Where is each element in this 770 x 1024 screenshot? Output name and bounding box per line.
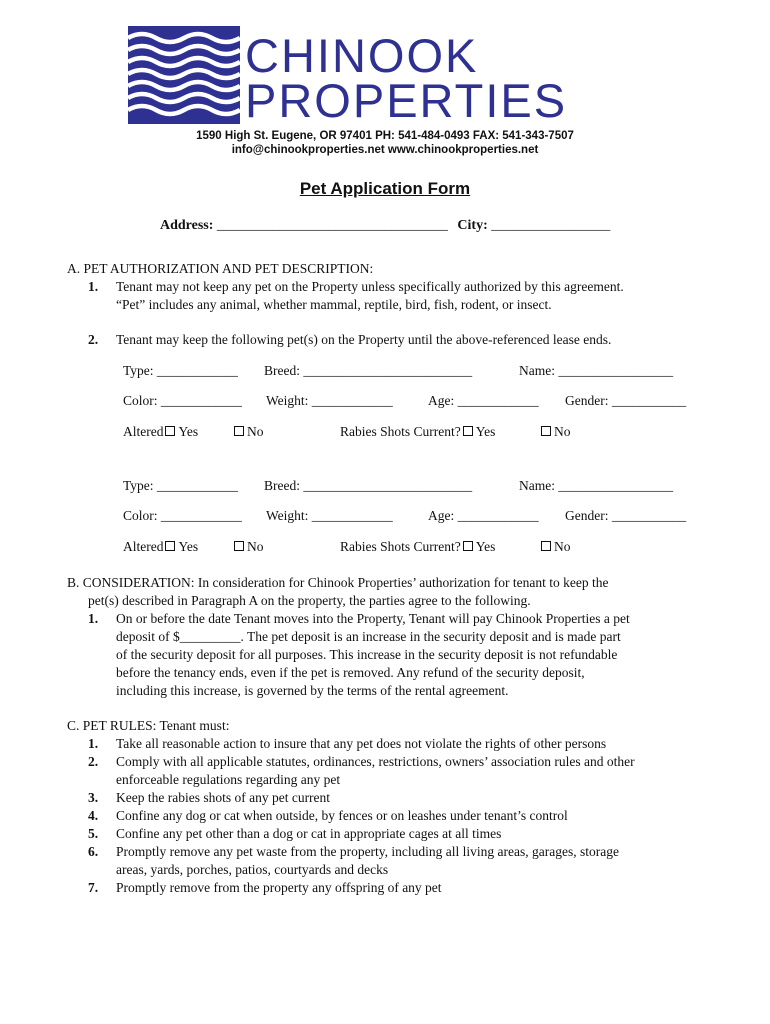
brand-name-line2: PROPERTIES [245, 74, 568, 127]
no-label: No [554, 424, 571, 439]
waves-logo-icon [128, 26, 240, 124]
pet1-altered-yes-checkbox[interactable] [165, 426, 175, 436]
pet1-altered-no-checkbox[interactable] [234, 426, 244, 436]
pet1-color-field[interactable]: Color: ____________ [123, 393, 242, 408]
pet1-altered-group [123, 423, 198, 441]
section-a-heading: A. PET AUTHORIZATION AND PET DESCRIPTION: [67, 261, 374, 276]
pet2-rabies-no-checkbox[interactable] [541, 541, 551, 551]
section-a-item2-number: 2. [88, 332, 99, 347]
rule-text: Confine any dog or cat when outside, by fences or on leashes under tenant’s control [116, 808, 568, 823]
address-field[interactable]: _________________________________ [216, 218, 448, 233]
pet2-rabies-no-group [539, 538, 571, 556]
pet2-name-field[interactable]: Name: _________________ [519, 478, 674, 493]
pet2-breed-field[interactable]: Breed: _________________________ [264, 478, 473, 493]
rule-text: Comply with all applicable statutes, ordinances, restrictions, owners’ association rules and other [116, 754, 635, 769]
pet1-breed-field[interactable]: Breed: _________________________ [264, 363, 473, 378]
yes-label: Yes [178, 424, 199, 439]
pet2-altered-group [123, 538, 198, 556]
address-label: Address: [160, 218, 214, 233]
rabies-label: Rabies Shots Current? [340, 539, 461, 554]
altered-label: Altered [123, 539, 164, 554]
section-b-item1-line: deposit of $_________. The pet deposit is an increase in the security deposit and is made part [116, 629, 621, 644]
rule-number: 5. [88, 826, 99, 841]
pet1-rabies-group [340, 423, 495, 441]
city-label: City: [457, 218, 488, 233]
rule-text: enforceable regulations regarding any pet [116, 772, 341, 787]
pet1-rabies-no-checkbox[interactable] [541, 426, 551, 436]
pet2-color-field[interactable]: Color: ____________ [123, 508, 242, 523]
rule-text: Take all reasonable action to insure that any pet does not violate the rights of other persons [116, 736, 607, 751]
pet2-type-field[interactable]: Type: ____________ [123, 478, 238, 493]
pet2-rabies-group [340, 538, 495, 556]
pet2-altered-no-checkbox[interactable] [234, 541, 244, 551]
section-a-item1-line1: Tenant may not keep any pet on the Property unless specifically authorized by this agreement. [116, 279, 624, 294]
section-c-heading: C. PET RULES: Tenant must: [67, 718, 230, 733]
section-a-item1-number: 1. [88, 279, 99, 294]
rabies-label: Rabies Shots Current? [340, 424, 461, 439]
section-b-item1-line: including this increase, is governed by the terms of the rental agreement. [116, 683, 509, 698]
pet1-name-field[interactable]: Name: _________________ [519, 363, 674, 378]
no-label: No [247, 539, 264, 554]
page-title: Pet Application Form [299, 179, 471, 198]
city-field[interactable]: _________________ [491, 218, 611, 233]
pet1-rabies-yes-checkbox[interactable] [463, 426, 473, 436]
section-b-item1-line: of the security deposit for all purposes. This increase in the security deposit is not refundable [116, 647, 618, 662]
pet1-weight-field[interactable]: Weight: ____________ [266, 393, 393, 408]
rule-number: 6. [88, 844, 99, 859]
pet1-gender-field[interactable]: Gender: ___________ [565, 393, 687, 408]
no-label: No [247, 424, 264, 439]
section-b-item1-number: 1. [88, 611, 99, 626]
brand-name-line1: CHINOOK [245, 29, 479, 82]
yes-label: Yes [178, 539, 199, 554]
yes-label: Yes [475, 539, 496, 554]
rule-text: Promptly remove from the property any offspring of any pet [116, 880, 442, 895]
altered-label: Altered [123, 424, 164, 439]
rule-text: Keep the rabies shots of any pet current [116, 790, 331, 805]
section-b-item1-line: before the tenancy ends, even if the pet is removed. Any refund of the security deposit, [116, 665, 585, 680]
rule-number: 1. [88, 736, 99, 751]
contact-email-web: info@chinookproperties.net www.chinookproperties.net [231, 144, 539, 156]
pet1-rabies-no-group [539, 423, 571, 441]
pet2-weight-field[interactable]: Weight: ____________ [266, 508, 393, 523]
section-b-item1-line: On or before the date Tenant moves into the Property, Tenant will pay Chinook Properties a pet [116, 611, 630, 626]
pet2-altered-no-group [232, 538, 264, 556]
pet2-age-field[interactable]: Age: ____________ [428, 508, 539, 523]
section-a-item2-text: Tenant may keep the following pet(s) on the Property until the above-referenced lease ends. [116, 332, 612, 347]
yes-label: Yes [475, 424, 496, 439]
rule-number: 7. [88, 880, 99, 895]
rule-number: 2. [88, 754, 99, 769]
company-logo [128, 26, 643, 126]
rule-text: Promptly remove any pet waste from the property, including all living areas, garages, storage [116, 844, 619, 859]
rule-number: 4. [88, 808, 99, 823]
no-label: No [554, 539, 571, 554]
pet2-gender-field[interactable]: Gender: ___________ [565, 508, 687, 523]
section-a-item1-line2: “Pet” includes any animal, whether mammal, reptile, bird, fish, rodent, or insect. [116, 297, 552, 312]
pet1-type-field[interactable]: Type: ____________ [123, 363, 238, 378]
section-b-heading-cont: pet(s) described in Paragraph A on the property, the parties agree to the following. [88, 593, 531, 608]
rule-text: areas, yards, porches, patios, courtyards and decks [116, 862, 389, 877]
rule-number: 3. [88, 790, 99, 805]
pet2-rabies-yes-checkbox[interactable] [463, 541, 473, 551]
address-row [160, 218, 610, 234]
pet2-altered-yes-checkbox[interactable] [165, 541, 175, 551]
rule-text: Confine any pet other than a dog or cat in appropriate cages at all times [116, 826, 502, 841]
pet1-age-field[interactable]: Age: ____________ [428, 393, 539, 408]
contact-address-phone: 1590 High St. Eugene, OR 97401 PH: 541-484-0493 FAX: 541-343-7507 [196, 130, 574, 142]
pet1-altered-no-group [232, 423, 264, 441]
section-b-heading: B. CONSIDERATION: In consideration for Chinook Properties’ authorization for tenant to keep the [67, 575, 609, 590]
